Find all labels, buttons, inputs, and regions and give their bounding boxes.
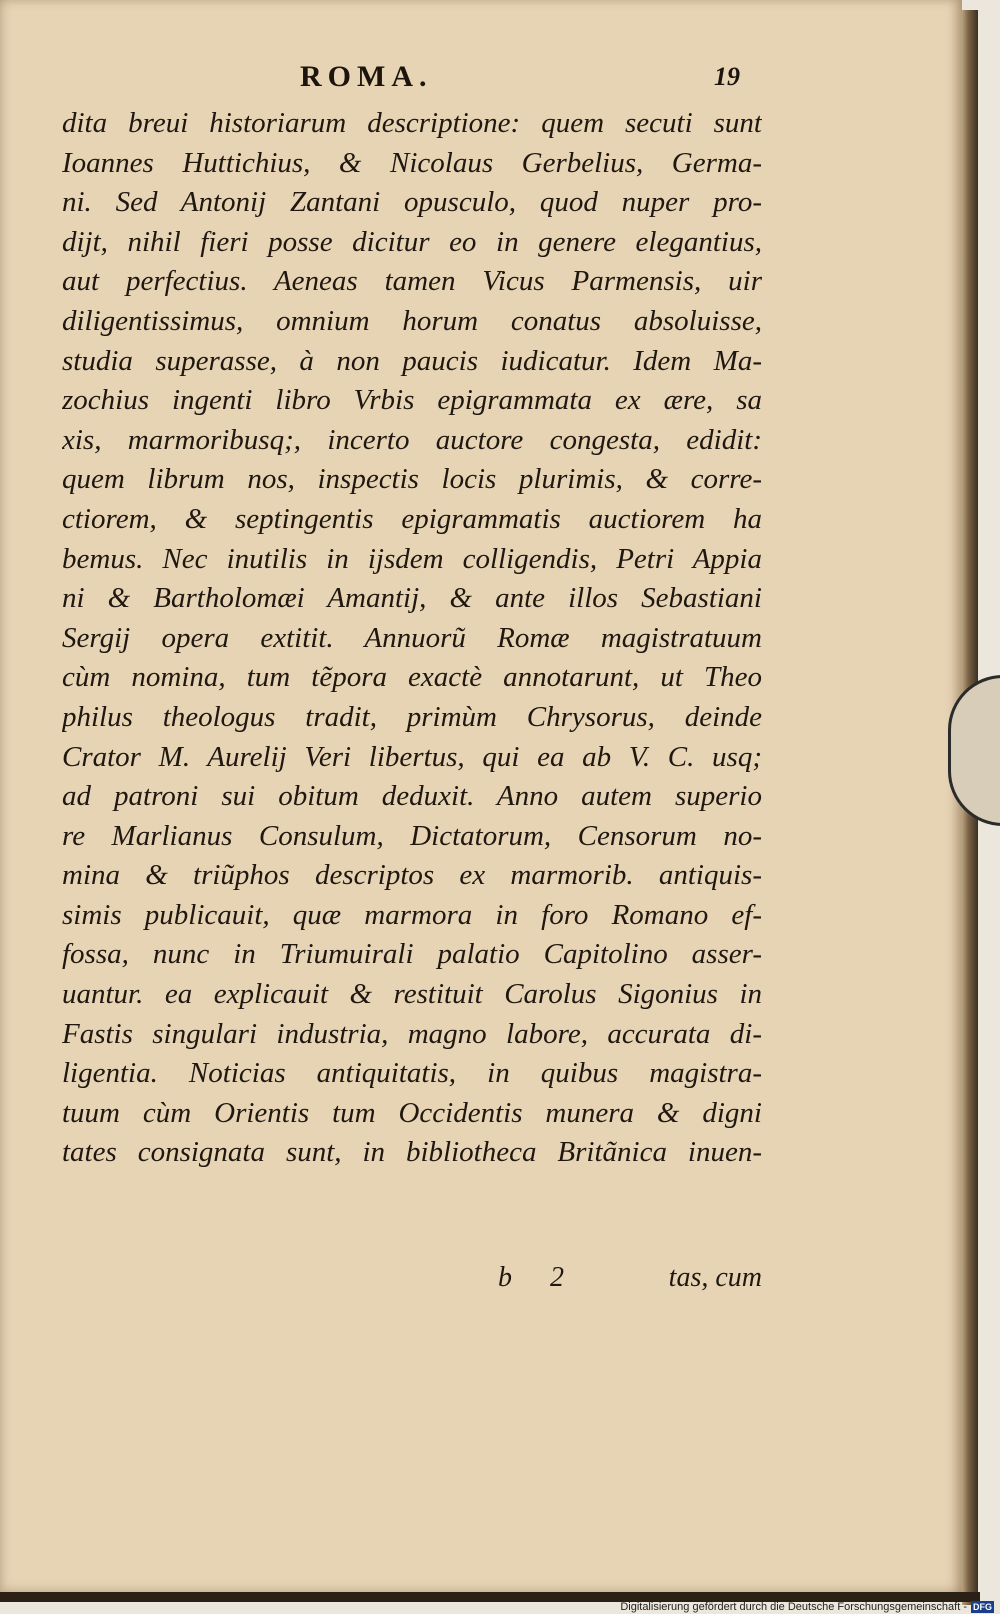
text-line: Crator M. Aurelij Veri libertus, qui ea ab V. C. usq; bbox=[62, 740, 762, 773]
text-line: tuum cùm Orientis tum Occidentis munera & digni bbox=[62, 1096, 762, 1129]
text-line: re Marlianus Consulum, Dictatorum, Censorum no- bbox=[62, 819, 762, 852]
dfg-logo: DFG bbox=[973, 1602, 992, 1612]
page-number: 19 bbox=[714, 62, 740, 91]
signature-mark: b bbox=[498, 1262, 512, 1293]
credit-text: Digitalisierung gefördert durch die Deutsche Forschungsgemeinschaft - bbox=[620, 1601, 967, 1613]
text-line: ad patroni sui obitum deduxit. Anno autem superio bbox=[62, 780, 762, 813]
text-line: ni & Bartholomæi Amantij, & ante illos Sebastiani bbox=[62, 582, 762, 615]
text-line: aut perfectius. Aeneas tamen Vicus Parmensis, uir bbox=[62, 265, 762, 298]
text-line: ni. Sed Antonij Zantani opusculo, quod nuper pro- bbox=[62, 186, 762, 219]
text-line: philus theologus tradit, primùm Chrysorus, deinde bbox=[62, 700, 762, 733]
catchword: tas, cum bbox=[668, 1262, 762, 1293]
text-line: diligentissimus, omnium horum conatus absoluisse, bbox=[62, 304, 762, 337]
text-line: Sergij opera extitit. Annuorũ Romæ magistratuum bbox=[62, 621, 762, 654]
text-line: mina & triũphos descriptos ex marmorib. antiquis- bbox=[62, 859, 762, 892]
text-line: ctiorem, & septingentis epigrammatis auctiorem ha bbox=[62, 502, 762, 535]
text-line: zochius ingenti libro Vrbis epigrammata ex ære, sa bbox=[62, 384, 762, 417]
text-line: cùm nomina, tum tẽpora exactè annotarunt, ut Theo bbox=[62, 661, 762, 694]
signature-number: 2 bbox=[550, 1262, 564, 1293]
text-line: studia superasse, à non paucis iudicatur. Idem Ma- bbox=[62, 344, 762, 377]
text-line: simis publicauit, quæ marmora in foro Romano ef- bbox=[62, 898, 762, 931]
text-line: quem librum nos, inspectis locis plurimis, & corre- bbox=[62, 463, 762, 496]
text-line: uantur. ea explicauit & restituit Carolus Sigonius in bbox=[62, 978, 762, 1011]
text-line: fossa, nunc in Triumuirali palatio Capitolino asser- bbox=[62, 938, 762, 971]
text-line: bemus. Nec inutilis in ijsdem colligendis, Petri Appia bbox=[62, 542, 762, 575]
body-text bbox=[62, 104, 762, 1173]
text-line: Ioannes Huttichius, & Nicolaus Gerbelius, Germa- bbox=[62, 146, 762, 179]
text-line: dita breui historiarum descriptione: quem secuti sunt bbox=[62, 107, 762, 139]
digitization-credit bbox=[620, 1600, 994, 1614]
text-line: Fastis singulari industria, magno labore, accurata di- bbox=[62, 1017, 762, 1050]
text-line: dijt, nihil fieri posse dicitur eo in genere elegantius, bbox=[62, 225, 762, 258]
page-title: ROMA. bbox=[300, 60, 433, 93]
page-footer bbox=[486, 1262, 762, 1298]
text-line: xis, marmoribusq;, incerto auctore congesta, edidit: bbox=[62, 423, 762, 456]
text-line: tates consignata sunt, in bibliotheca Britãnica inuen- bbox=[62, 1136, 762, 1169]
running-head bbox=[300, 60, 740, 100]
text-line: ligentia. Noticias antiquitatis, in quibus magistra- bbox=[62, 1057, 762, 1090]
